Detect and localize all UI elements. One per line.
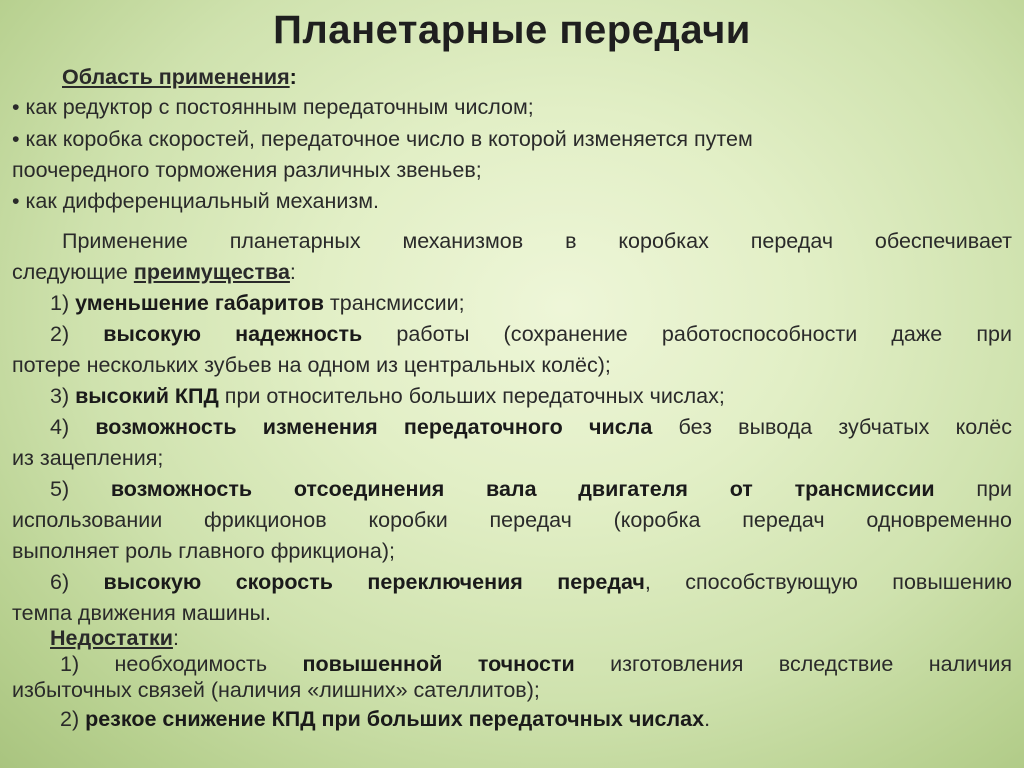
item-text: 1) необходимость [60, 652, 303, 676]
scope-heading: Область применения [62, 65, 290, 89]
advantage-item-5-line-2: использовании фрикционов коробки передач (коробка передач одновременно [12, 508, 1012, 532]
item-number: 4) [50, 415, 96, 439]
item-text: трансмиссии; [323, 291, 465, 315]
item-text: работы (сохранение работоспособности даже при [362, 322, 1012, 346]
advantage-item-2-line-2: потере нескольких зубьев на одном из центральных колёс); [12, 353, 611, 377]
scope-bullet-3: • как дифференциальный механизм. [12, 189, 379, 213]
item-text: при [934, 477, 1012, 501]
item-text: изготовления вследствие наличия [574, 652, 1012, 676]
item-emphasis: возможность отсоединения вала двигателя от трансмиссии [110, 477, 935, 501]
scope-heading-colon: : [289, 65, 297, 89]
item-emphasis: резкое снижение КПД при больших передаточных числах [85, 707, 705, 731]
advantage-item-4-line-1 [12, 412, 1012, 443]
advantages-heading: преимущества [133, 260, 290, 284]
advantage-item-2-line-1 [12, 319, 1012, 350]
drawback-item-2 [12, 704, 1012, 735]
advantage-item-6-line-2: темпа движения машины. [12, 601, 272, 625]
drawback-item-1-line-2: избыточных связей (наличия «лишних» сателлитов); [12, 678, 540, 702]
item-emphasis: высокую скорость переключения передач [103, 570, 645, 594]
item-text: . [704, 707, 711, 731]
scope-bullet-2-line-2: поочередного торможения различных звеньев; [12, 158, 482, 182]
advantages-intro-text: следующие [12, 260, 134, 284]
advantage-item-5-line-1 [12, 474, 1012, 505]
scope-heading-line [62, 62, 962, 93]
advantages-intro-line-2 [12, 257, 1012, 288]
slide-title: Планетарные передачи [273, 8, 751, 52]
advantage-item-3 [12, 381, 1012, 412]
item-emphasis: повышенной точности [302, 652, 575, 676]
item-number: 3) [50, 384, 76, 408]
advantage-item-5-line-3: выполняет роль главного фрикциона); [12, 539, 396, 563]
advantage-item-1 [12, 288, 1012, 319]
item-text: , способствующую повышению [644, 570, 1012, 594]
item-emphasis: высокую надежность [103, 322, 363, 346]
drawbacks-colon: : [172, 626, 179, 650]
item-emphasis: возможность изменения передаточного числа [95, 415, 653, 439]
scope-bullet-2-line-1: • как коробка скоростей, передаточное число в которой изменяется путем [12, 127, 753, 151]
item-number: 1) [50, 291, 76, 315]
drawbacks-heading: Недостатки [50, 626, 173, 650]
item-number: 2) [60, 707, 86, 731]
advantages-colon: : [289, 260, 296, 284]
advantages-intro-line-1: Применение планетарных механизмов в коробках передач обеспечивает [62, 229, 1012, 253]
item-emphasis: высокий КПД [75, 384, 219, 408]
advantage-item-4-line-2: из зацепления; [12, 446, 164, 470]
item-number: 6) [50, 570, 104, 594]
item-number: 5) [50, 477, 111, 501]
item-number: 2) [50, 322, 104, 346]
item-emphasis: уменьшение габаритов [75, 291, 324, 315]
scope-bullet-1: • как редуктор с постоянным передаточным числом; [12, 95, 534, 119]
item-text: при относительно больших передаточных числах; [218, 384, 725, 408]
advantage-item-6-line-1 [12, 567, 1012, 598]
item-text: без вывода зубчатых колёс [652, 415, 1012, 439]
